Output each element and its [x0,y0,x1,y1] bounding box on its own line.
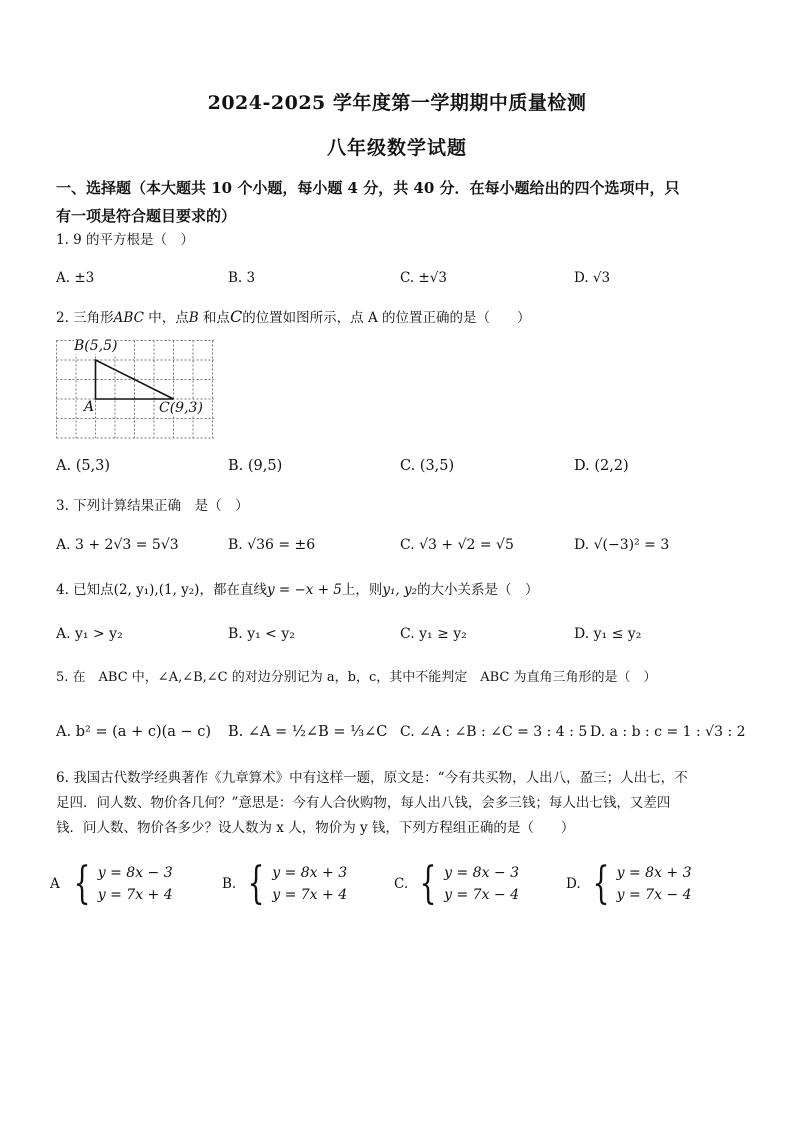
grid-lines [57,341,215,439]
question-5-option-b: B. ∠A = ½∠B = ⅓∠C [228,724,388,740]
q6-option-b-label: B. [222,876,237,892]
question-5-stem: 5. 在 ABC 中，∠A,∠B,∠C 的对边分别记为 a，b，c，其中不能判定 ABC 为直角三角形的是（ ） [56,670,657,685]
q6-option-d-eq1: y = 8x + 3 [616,865,692,881]
q4-stem-mid2: 上，则 [341,582,383,598]
question-6-option-a [50,858,173,909]
q6-stem-line3: 钱．问人数、物价各多少？设人数为 x 人，物价为 y 钱，下列方程组正确的是（ ） [56,820,575,836]
q6-option-a-label: A [50,876,60,892]
question-6-option-d [566,858,692,909]
section-heading-line2: 有一项是符合题目要求的） [56,207,237,225]
question-4-stem [56,580,746,600]
section-heading-line1: 一、选择题（本大题共 10 个小题，每小题 4 分，共 40 分．在每小题给出的四个选项中，只 [56,179,680,197]
question-1-stem: 1. 9 的平方根是（ ） [56,232,195,248]
question-4-option-b: B. y₁ < y₂ [228,626,295,642]
question-3-option-a: A. 3 + 2√3 = 5√3 [56,537,179,553]
brace-icon: { [419,858,437,909]
question-5-option-c: C. ∠A : ∠B : ∠C = 3 : 4 : 5 [400,724,588,740]
q2-stem-abc: ABC [113,310,144,326]
q6-option-c-eq2: y = 7x − 4 [444,887,520,903]
point-c-label: C(9,3) [159,400,203,416]
q6-option-a-eq2: y = 7x + 4 [97,887,173,903]
question-1-option-d: D. √3 [574,270,611,286]
q6-option-c-eq1: y = 8x − 3 [444,865,520,881]
q4-stem-suffix: 的大小关系是（ ） [417,582,539,598]
question-6-stem [56,766,746,841]
question-4-option-a: A. y₁ > y₂ [56,626,123,642]
brace-icon: { [73,858,91,909]
q4-stem-mid: ，都在直线 [199,582,267,598]
question-2-stem [56,307,746,328]
point-b-label: B(5,5) [74,338,118,354]
q2-stem-mid2: 和点 [198,310,230,326]
brace-icon: { [247,858,265,909]
q4-stem-line: y = −x + 5 [266,582,342,598]
question-4-option-c: C. y₁ ≥ y₂ [400,626,467,642]
q6-option-b-eq1: y = 8x + 3 [272,865,348,881]
question-3-option-c: C. √3 + √2 = √5 [400,537,514,553]
section-heading [56,174,746,230]
question-6-option-c [394,858,520,909]
question-5-option-d: D. a : b : c = 1 : √3 : 2 [590,724,746,740]
q6-option-c-label: C. [394,876,409,892]
question-2-option-b: B. (9,5) [228,458,283,474]
q2-stem-c: C [229,307,243,326]
question-3-option-b: B. √36 = ±6 [228,537,316,553]
exam-subtitle: 八年级数学试题 [326,137,467,159]
exam-title: 2024-2025 学年度第一学期期中质量检测 [207,92,587,114]
q2-stem-suffix: 的位置如图所示，点 A 的位置正确的是（ ） [242,310,531,326]
point-a-label: A [84,399,95,415]
question-5-option-a: A. b² = (a + c)(a − c) [56,724,212,740]
q6-option-a-eq1: y = 8x − 3 [97,865,173,881]
question-6-option-b [222,858,348,909]
question-2-option-c: C. (3,5) [400,458,455,474]
q6-option-d-eq2: y = 7x − 4 [616,887,692,903]
brace-icon: { [592,858,610,909]
grid-svg [56,340,216,440]
q6-stem-line1: 6. 我国古代数学经典著作《九章算术》中有这样一题，原文是：“今有共买物，人出八，盈三；人出七，不 [56,770,688,786]
question-2-option-d: D. (2,2) [574,458,629,474]
q6-stem-line2: 足四．问人数、物价各几何？”意思是：今有人合伙购物，每人出八钱，会多三钱；每人出七钱，又差四 [56,795,671,811]
q2-stem-b: B [188,310,199,326]
question-3-option-d: D. √(−3)² = 3 [574,537,670,553]
question-2-option-a: A. (5,3) [56,458,111,474]
question-1-option-c: C. ±√3 [400,270,447,286]
question-3-stem: 3. 下列计算结果正确 是（ ） [56,498,249,514]
q4-stem-points: (2, y₁),(1, y₂) [113,582,200,598]
coordinate-grid-figure [56,340,216,440]
q2-stem-prefix: 2. 三角形 [56,310,114,326]
q2-stem-mid: 中，点 [143,310,189,326]
question-1-option-a: A. ±3 [56,270,95,286]
question-4-option-d: D. y₁ ≤ y₂ [574,626,642,642]
q6-option-d-label: D. [566,876,581,892]
q4-stem-prefix: 4. 已知点 [56,582,114,598]
question-1-option-b: B. 3 [228,270,256,286]
q4-stem-vars: y₁, y₂ [382,582,418,598]
q6-option-b-eq2: y = 7x + 4 [272,887,348,903]
